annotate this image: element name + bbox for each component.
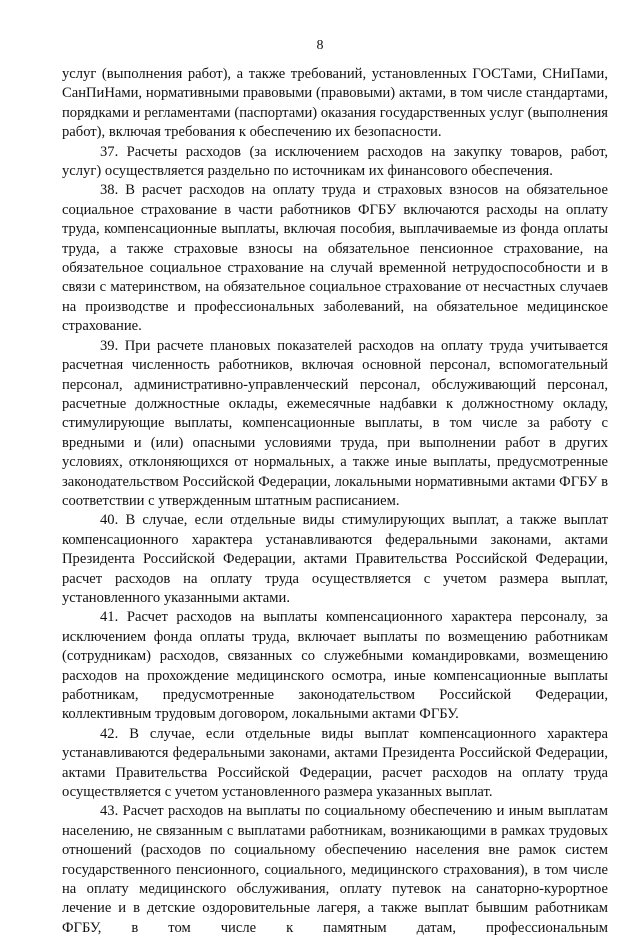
paragraph-39: 39. При расчете плановых показателей расходов на оплату труда учитывается расчетная численность работников, включая основной персонал, вспомогательный персонал, административно-управленческий персонал, обслуживающий персонал, расчетные должностные оклады, ежемесячные надбавки к должностному окладу, стимулирующие выплаты, компенсационные выплаты, в том числе за работу с вредными и (или) опасными условиями труда, при выполнении работ в других условиях, отклоняющихся от нормальных, а также иные выплаты, предусмотренные законодательством Российской Федерации, локальными нормативными актами ФГБУ в соответствии с утвержденным штатным расписанием. — [62, 337, 608, 509]
paragraph-38: 38. В расчет расходов на оплату труда и страховых взносов на обязательное социальное страхование в части работников ФГБУ включаются расходы на оплату труда, компенсационные выплаты, включая пособия, выплачиваемые из фонда оплаты труда, а также страховые взносы на обязательное пенсионное страхование, на обязательное социальное страхование на случай временной нетрудоспособности и в связи с материнством, на обязательное социальное страхование от несчастных случаев на производстве и профессиональных заболеваний, на обязательное медицинское страхование. — [62, 182, 608, 335]
paragraph-43: 43. Расчет расходов на выплаты по социальному обеспечению и иным выплатам населению, не связанным с выплатами работникам, возникающими в рамках трудовых отношений (расходов по социальному обеспечению населения вне рамок систем государственного пенсионного, социального, медицинского страхования), в том числе на оплату медицинского обслуживания, оплату путевок на санаторно-курортное лечение и в детские оздоровительные лагеря, а также выплат бывшим работникам ФГБУ, в том числе к памятным датам, профессиональным — [62, 803, 608, 936]
paragraph-40: 40. В случае, если отдельные виды стимулирующих выплат, а также выплат компенсационного характера устанавливаются федеральными законами, актами Президента Российской Федерации, актами Правительства Российской Федерации, расчет расходов на оплату труда осуществляется с учетом размера выплат, установленного указанными актами. — [62, 512, 608, 606]
paragraph-41: 41. Расчет расходов на выплаты компенсационного характера персоналу, за исключением фонда оплаты труда, включает выплаты по возмещению работникам (сотрудникам) расходов, связанных со служебными командировками, возмещению расходов на прохождение медицинского осмотра, иные компенсационные выплаты работникам, предусмотренные законодательством Российской Федерации, коллективным трудовым договором, локальными актами ФГБУ. — [62, 609, 608, 723]
paragraph-42: 42. В случае, если отдельные виды выплат компенсационного характера устанавливаются федеральными законами, актами Президента Российской Федерации, актами Правительства Российской Федерации, расчет расходов на оплату труда осуществляется с учетом установленного размера указанных выплат. — [62, 725, 608, 801]
paragraph-36-continuation: услуг (выполнения работ), а также требований, установленных ГОСТами, СНиПами, СанПиНами, нормативными правовыми (правовыми) актами, в том числе стандартами, порядками и регламентами (паспортами) оказания государственных услуг (выполнения работ), включая требования к обеспечению их безопасности. — [62, 66, 608, 141]
page-number: 8 — [316, 38, 324, 53]
paragraph-37: 37. Расчеты расходов (за исключением расходов на закупку товаров, работ, услуг) осуществляется раздельно по источникам их финансового обеспечения. — [62, 143, 608, 180]
document-body — [62, 65, 608, 938]
